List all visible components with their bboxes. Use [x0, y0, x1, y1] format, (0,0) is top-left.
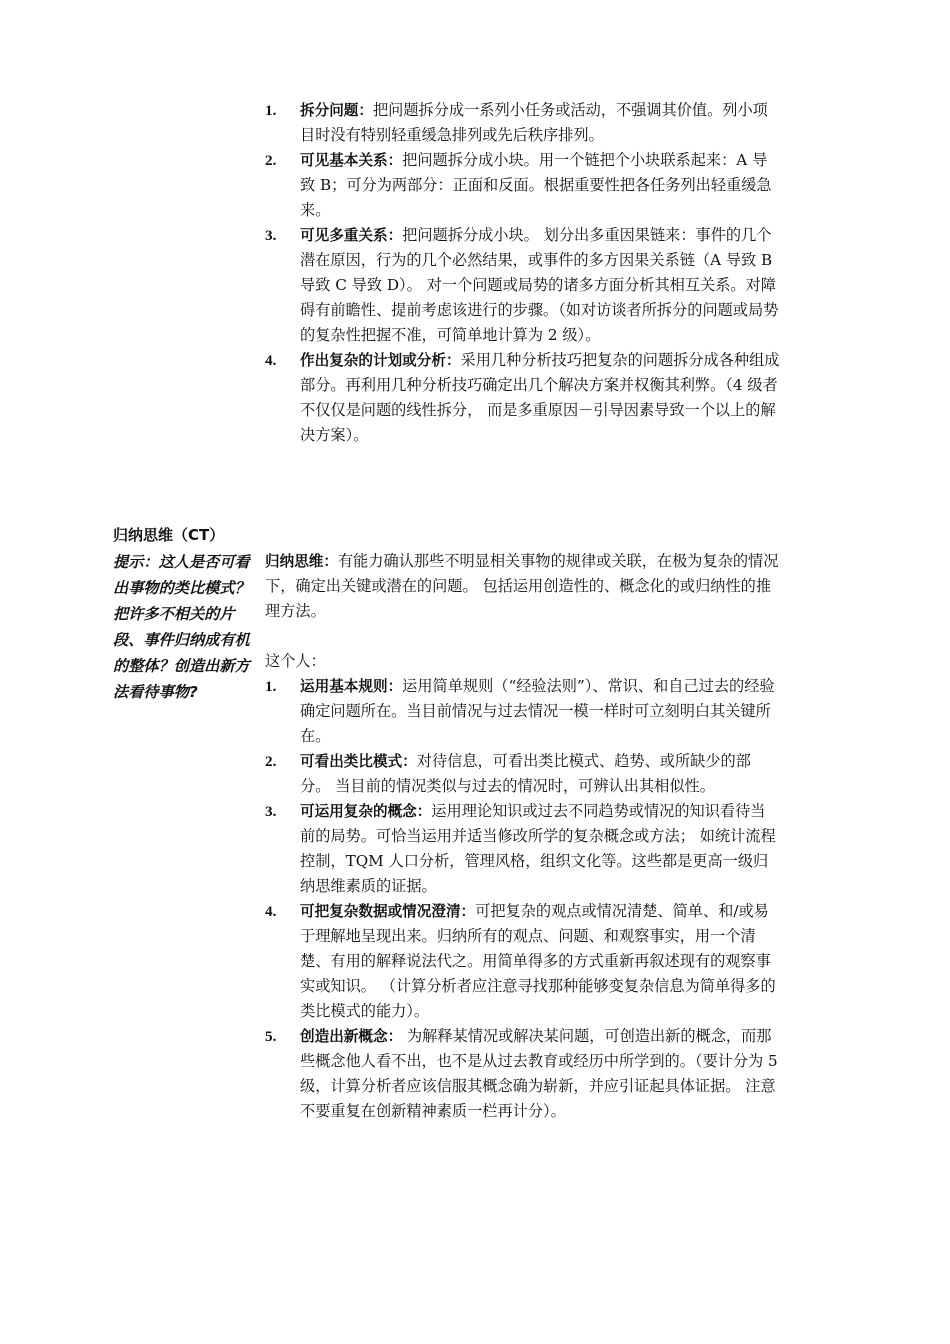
item-text: 采用几种分析技巧把复杂的问题拆分成各种组成部分。再利用几种分析技巧确定出几个解决方案并权衡其利弊。（4 级者不仅仅是问题的线性拆分， 而是多重原因－引导因素导致一个以上的解决方案）。	[300, 351, 780, 444]
item-number: 4.	[265, 352, 277, 369]
item-term: 作出复杂的计划或分析：	[300, 352, 461, 369]
item-number: 1.	[265, 102, 277, 119]
item-term: 可看出类比模式：	[300, 753, 417, 770]
item-text: 为解释某情况或解决某问题，可创造出新的概念，而那些概念他人看不出，也不是从过去教育或经历中所学到的。（要计分为 5 级，计算分析者应该信服其概念确为崭新，并应引证起具体证据。 注意不要重复在创新精神素质一栏再计分）。	[300, 1027, 778, 1120]
list-item	[265, 749, 780, 799]
list-item	[265, 1024, 780, 1124]
section-intro: 这个人：	[265, 652, 326, 670]
item-text: 可把复杂的观点或情况清楚、简单、和/或易于理解地呈现出来。归纳所有的观点、问题、和观察事实，用一个清楚、有用的解释说法代之。用简单得多的方式重新再叙述现有的观察事实或知识。 （计算分析者应注意寻找那种能够变复杂信息为简单得多的类比模式的能力）。	[300, 902, 776, 1020]
list-item	[265, 98, 780, 148]
list-item	[265, 674, 780, 749]
item-text: 对待信息，可看出类比模式、趋势、或所缺少的部分。 当目前的情况类似与过去的情况时，可辨认出其相似性。	[300, 752, 751, 795]
item-text: 把问题拆分成一系列小任务或活动，不强调其价值。列小项目时没有特别轻重缓急排列或先后秩序排列。	[300, 101, 768, 144]
analysis-levels-list	[265, 98, 780, 448]
item-term: 可把复杂数据或情况澄清：	[300, 903, 476, 920]
list-item	[265, 148, 780, 223]
item-term: 拆分问题：	[300, 102, 373, 119]
item-number: 5.	[265, 1028, 277, 1045]
item-text: 运用理论知识或过去不同趋势或情况的知识看待当前的局势。可恰当运用并适当修改所学的复杂概念或方法； 如统计流程控制，TQM 人口分析，管理风格，组织文化等。这些都是更高一级归纳思维素质的证据。	[300, 802, 776, 895]
item-term: 运用基本规则：	[300, 678, 403, 695]
item-term: 可见多重关系：	[300, 227, 403, 244]
item-text: 把问题拆分成小块。用一个链把个小块联系起来：A 导致 B；可分为两部分：正面和反面。根据重要性把各任务列出轻重缓急来。	[300, 151, 772, 219]
definition-term: 归纳思维：	[265, 553, 338, 570]
item-number: 4.	[265, 903, 277, 920]
item-number: 1.	[265, 678, 277, 695]
ct-levels-list	[265, 674, 780, 1124]
definition-text: 有能力确认那些不明显相关事物的规律或关联，在极为复杂的情况下，确定出关键或潜在的问题。 包括运用创造性的、概念化的或归纳性的推理方法。	[265, 552, 779, 620]
item-term: 可见基本关系：	[300, 152, 403, 169]
list-item	[265, 799, 780, 899]
item-number: 3.	[265, 227, 277, 244]
item-text: 把问题拆分成小块。 划分出多重因果链来：事件的几个潜在原因，行为的几个必然结果，或事件的多方因果关系链（A 导致 B 导致 C 导致 D）。 对一个问题或局势的诸多方面分析其相互关系。对障碍有前瞻性、提前考虑该进行的步骤。（如对访谈者所拆分的问题或局势的复杂性把握不准，可简单地计算为 2 级）。	[300, 226, 779, 344]
item-term: 可运用复杂的概念：	[300, 803, 432, 820]
item-term: 创造出新概念：	[300, 1028, 403, 1045]
item-number: 3.	[265, 803, 277, 820]
section-hint: 提示：这人是否可看出事物的类比模式？把许多不相关的片段、事件归纳成有机的整体？创造出新方法看待事物?	[113, 553, 250, 701]
list-item	[265, 348, 780, 448]
item-number: 2.	[265, 152, 277, 169]
item-text: 运用简单规则（“经验法则”）、常识、和自己过去的经验确定问题所在。当目前情况与过去情况一模一样时可立刻明白其关键所在。	[300, 677, 775, 745]
item-number: 2.	[265, 753, 277, 770]
list-item	[265, 223, 780, 348]
section-title: 归纳思维（CT）	[113, 526, 225, 544]
section-definition	[265, 549, 780, 624]
list-item	[265, 899, 780, 1024]
